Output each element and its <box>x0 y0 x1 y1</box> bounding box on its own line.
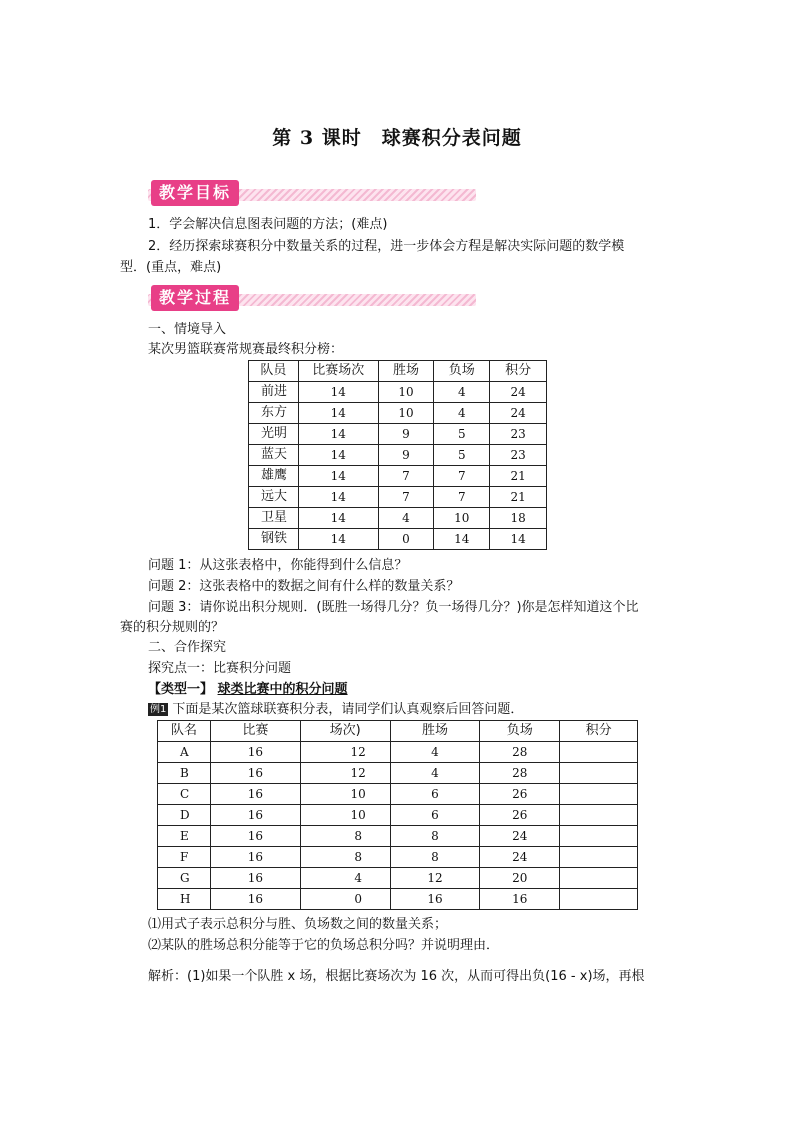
table-row <box>158 742 638 763</box>
table-cell: 16 <box>210 847 300 868</box>
type-label: 【类型一】 <box>148 682 214 697</box>
table-cell: 8 <box>300 826 390 847</box>
table-cell <box>560 847 638 868</box>
table-cell: 8 <box>300 847 390 868</box>
table-header-row <box>158 721 638 742</box>
table-row <box>158 784 638 805</box>
example-line <box>148 701 523 719</box>
table-row <box>249 466 547 487</box>
table-row <box>249 382 547 403</box>
table-cell: 16 <box>480 889 560 910</box>
table-header-row <box>249 361 547 382</box>
table-cell: 0 <box>378 529 434 550</box>
table-cell: 12 <box>390 868 480 889</box>
table-cell: F <box>158 847 211 868</box>
table-cell: 16 <box>210 826 300 847</box>
table-cell: 前进 <box>249 382 299 403</box>
table-header-cell: 负场 <box>434 361 490 382</box>
question-line: 问题 2：这张表格中的数据之间有什么样的数量关系？ <box>148 579 460 594</box>
table-cell: 26 <box>480 805 560 826</box>
table-cell: 4 <box>434 403 490 424</box>
table-cell: 14 <box>298 529 378 550</box>
table-cell: 4 <box>378 508 434 529</box>
table-cell: 远大 <box>249 487 299 508</box>
table-cell: 4 <box>390 763 480 784</box>
table-cell: 7 <box>434 466 490 487</box>
table-cell: 24 <box>490 382 547 403</box>
goal-line: 1．学会解决信息图表问题的方法；(难点) <box>148 217 388 232</box>
question-line: 赛的积分规则的？ <box>120 620 225 635</box>
table-cell: 16 <box>210 868 300 889</box>
table-cell: 16 <box>390 889 480 910</box>
table-cell: 16 <box>210 805 300 826</box>
section-label: 教学过程 <box>151 285 239 311</box>
table-row <box>249 424 547 445</box>
table-cell: 24 <box>480 826 560 847</box>
table-cell: 东方 <box>249 403 299 424</box>
table-cell: G <box>158 868 211 889</box>
table-header-cell: 比赛场次 <box>298 361 378 382</box>
table-cell: B <box>158 763 211 784</box>
table-cell: 14 <box>298 466 378 487</box>
table-cell: 14 <box>298 403 378 424</box>
table-cell: 9 <box>378 445 434 466</box>
league-table <box>157 720 638 910</box>
table-cell: 21 <box>490 466 547 487</box>
part1-heading: 一、情境导入 <box>148 322 227 337</box>
table-cell: 5 <box>434 445 490 466</box>
table-cell: 14 <box>434 529 490 550</box>
table-cell: 23 <box>490 424 547 445</box>
table-cell: 20 <box>480 868 560 889</box>
sub-question: ⑴用式子表示总积分与胜、负场数之间的数量关系； <box>148 917 448 932</box>
goal-line: 型．(重点，难点) <box>120 260 222 275</box>
table-row <box>158 805 638 826</box>
question-line: 问题 3：请你说出积分规则．(既胜一场得几分？负一场得几分？)你是怎样知道这个比 <box>148 600 639 615</box>
table-cell: 0 <box>300 889 390 910</box>
table-cell: 10 <box>300 784 390 805</box>
part1-intro: 某次男篮联赛常规赛最终积分榜： <box>148 342 344 357</box>
table-cell <box>560 742 638 763</box>
table-cell <box>560 889 638 910</box>
goal-line: 2．经历探索球赛积分中数量关系的过程，进一步体会方程是解决实际问题的数学模 <box>148 239 625 254</box>
table-cell: 16 <box>210 784 300 805</box>
table-row <box>249 529 547 550</box>
table-row <box>249 508 547 529</box>
table-cell: 14 <box>298 508 378 529</box>
table-cell: 雄鹰 <box>249 466 299 487</box>
part2-subheading: 探究点一：比赛积分问题 <box>148 661 292 676</box>
sub-question: ⑵某队的胜场总积分能等于它的负场总积分吗？并说明理由． <box>148 938 500 953</box>
standings-table <box>248 360 547 550</box>
table-cell: 24 <box>490 403 547 424</box>
table-cell: 4 <box>434 382 490 403</box>
table-cell: 12 <box>300 742 390 763</box>
table-row <box>158 826 638 847</box>
table-cell: H <box>158 889 211 910</box>
table-cell: 28 <box>480 763 560 784</box>
table-cell: 14 <box>298 487 378 508</box>
table-cell <box>560 784 638 805</box>
table-cell: 10 <box>378 382 434 403</box>
type-heading <box>148 681 348 699</box>
table-cell: 5 <box>434 424 490 445</box>
table-header-cell: 队名 <box>158 721 211 742</box>
table-cell: 16 <box>210 763 300 784</box>
type-title: 球类比赛中的积分问题 <box>217 682 348 697</box>
table-cell: D <box>158 805 211 826</box>
table-cell: 4 <box>390 742 480 763</box>
table-cell: 14 <box>298 424 378 445</box>
table-cell <box>560 805 638 826</box>
table-cell: 光明 <box>249 424 299 445</box>
table-cell <box>560 763 638 784</box>
table-cell: 14 <box>298 382 378 403</box>
table-header-cell: 队员 <box>249 361 299 382</box>
table-cell: 18 <box>490 508 547 529</box>
section-banner-goals <box>148 180 476 208</box>
table-cell: 12 <box>300 763 390 784</box>
table-cell: 8 <box>390 826 480 847</box>
table-cell: 16 <box>210 742 300 763</box>
table-cell: 10 <box>434 508 490 529</box>
table-header-cell: 场次) <box>300 721 390 742</box>
example-text: 下面是某次篮球联赛积分表，请同学们认真观察后回答问题． <box>172 702 524 717</box>
table-row <box>158 889 638 910</box>
table-cell: 14 <box>298 445 378 466</box>
table-row <box>158 868 638 889</box>
table-cell: 6 <box>390 784 480 805</box>
table-cell <box>560 826 638 847</box>
table-cell: 6 <box>390 805 480 826</box>
table-cell: 卫星 <box>249 508 299 529</box>
table-cell: 7 <box>378 466 434 487</box>
page-title: 第 3 课时 球赛积分表问题 <box>272 127 522 149</box>
table-header-cell: 胜场 <box>390 721 480 742</box>
analysis-line: 解析：(1)如果一个队胜 x 场，根据比赛场次为 16 次，从而可得出负(16 - x)场，再根 <box>148 969 645 984</box>
table-cell: 蓝天 <box>249 445 299 466</box>
table-cell: 4 <box>300 868 390 889</box>
question-line: 问题 1：从这张表格中，你能得到什么信息？ <box>148 558 408 573</box>
table-row <box>249 487 547 508</box>
table-cell: 26 <box>480 784 560 805</box>
table-cell: 21 <box>490 487 547 508</box>
table-header-cell: 比赛 <box>210 721 300 742</box>
table-cell: 钢铁 <box>249 529 299 550</box>
table-cell: A <box>158 742 211 763</box>
section-label: 教学目标 <box>151 180 239 206</box>
table-cell: 28 <box>480 742 560 763</box>
section-banner-process <box>148 285 476 313</box>
table-header-cell: 负场 <box>480 721 560 742</box>
table-cell: 16 <box>210 889 300 910</box>
table-row <box>158 763 638 784</box>
table-row <box>158 847 638 868</box>
table-cell: 8 <box>390 847 480 868</box>
table-cell: 10 <box>300 805 390 826</box>
table-row <box>249 403 547 424</box>
table-cell: E <box>158 826 211 847</box>
table-cell: C <box>158 784 211 805</box>
table-header-cell: 积分 <box>560 721 638 742</box>
table-cell <box>560 868 638 889</box>
table-cell: 7 <box>434 487 490 508</box>
part2-heading: 二、合作探究 <box>148 640 227 655</box>
table-cell: 7 <box>378 487 434 508</box>
table-header-cell: 积分 <box>490 361 547 382</box>
table-header-cell: 胜场 <box>378 361 434 382</box>
table-cell: 23 <box>490 445 547 466</box>
table-cell: 9 <box>378 424 434 445</box>
table-cell: 14 <box>490 529 547 550</box>
table-row <box>249 445 547 466</box>
table-cell: 10 <box>378 403 434 424</box>
table-cell: 24 <box>480 847 560 868</box>
example-tag: 例1 <box>150 704 167 715</box>
